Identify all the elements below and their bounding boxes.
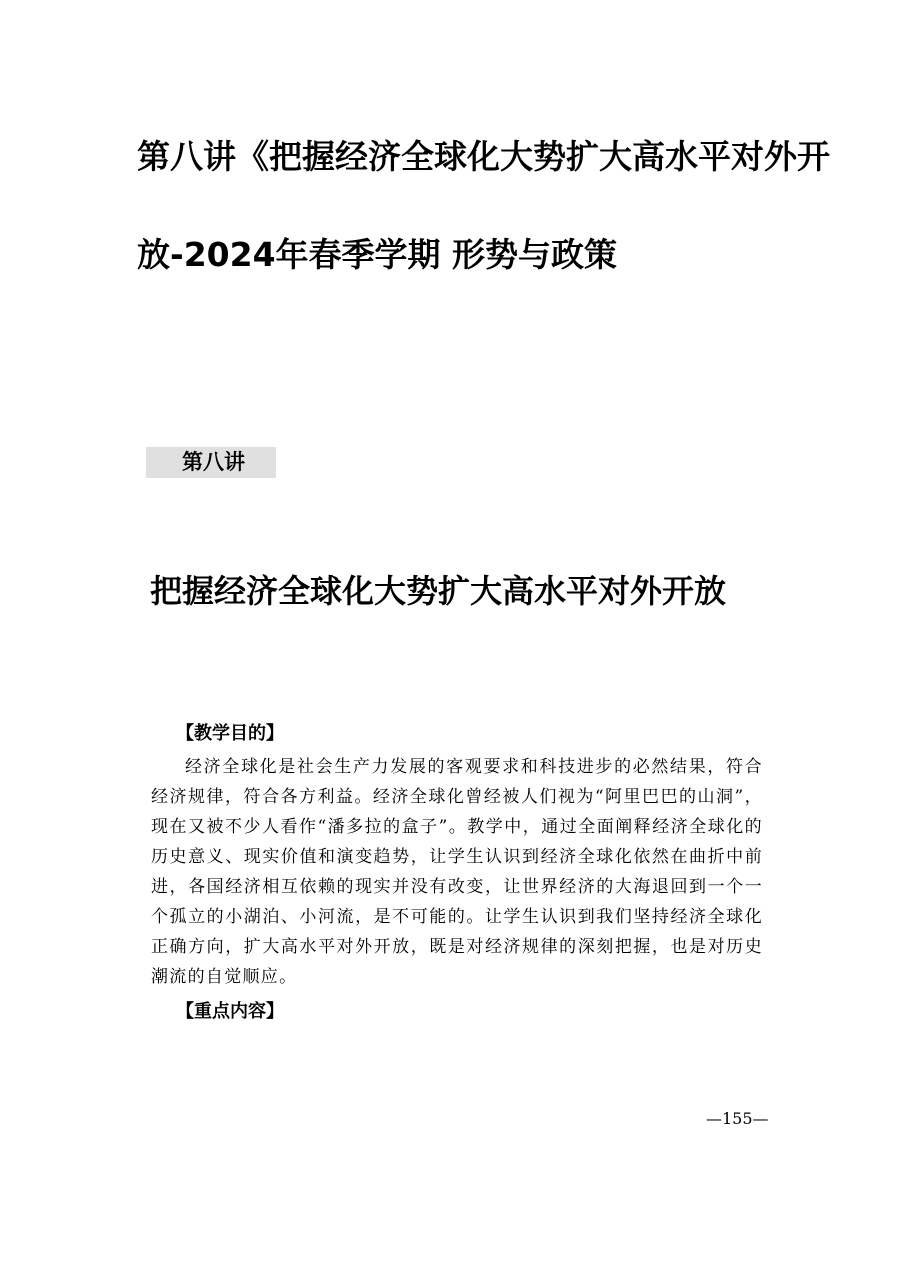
- page-number: —155—: [706, 1109, 769, 1128]
- document-title-line-1: 第八讲《把握经济全球化大势扩大高水平对外开: [137, 137, 830, 176]
- teaching-purpose-label: 【教学目的】: [176, 723, 284, 744]
- document-title-line-2: 放-2024年春季学期 形势与政策: [137, 235, 618, 274]
- teaching-purpose-paragraph: 经济全球化是社会生产力发展的客观要求和科技进步的必然结果，符合经济规律，符合各方利益。经济全球化曾经被人们视为“阿里巴巴的山洞”，现在又被不少人看作“潘多拉的盒子”。教学中，通过全面阐释经济全球化的历史意义、现实价值和演变趋势，让学生认识到经济全球化依然在曲折中前进，各国经济相互依赖的现实并没有改变，让世界经济的大海退回到一个一个孤立的小湖泊、小河流，是不可能的。让学生认识到我们坚持经济全球化正确方向，扩大高水平对外开放，既是对经济规律的深刻把握，也是对历史潮流的自觉顺应。: [151, 757, 763, 987]
- key-content-label: 【重点内容】: [176, 1001, 284, 1022]
- lecture-number-badge: 第八讲: [146, 447, 276, 478]
- lecture-heading: 把握经济全球化大势扩大高水平对外开放: [150, 572, 727, 610]
- document-title: [137, 108, 857, 304]
